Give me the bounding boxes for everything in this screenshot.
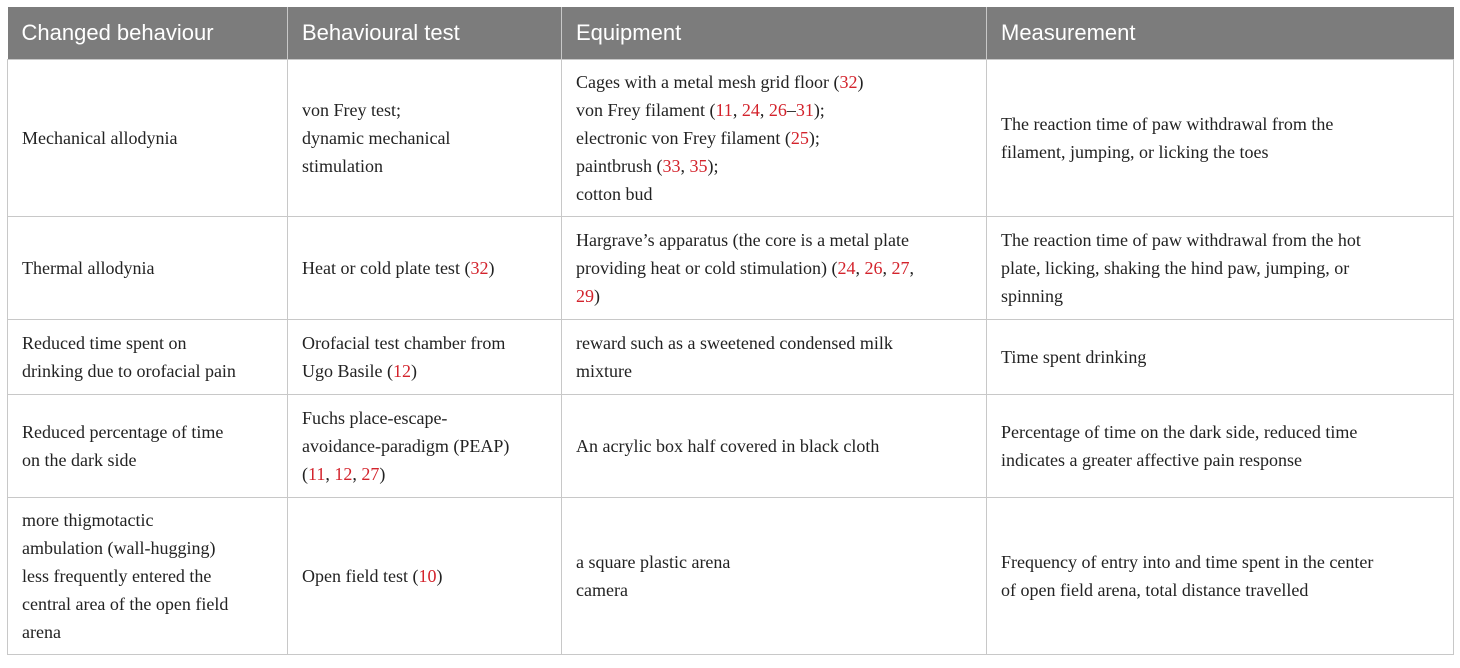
reference-link[interactable]: 32 [839,72,858,92]
cell-text: ) [488,258,495,278]
cell-text: An acrylic box half covered in black cloth [576,436,880,456]
cell-line [576,124,972,152]
cell-line: on the dark side [22,450,137,470]
cell-text: ) [379,464,386,484]
table-row [8,320,1454,395]
cell-line [302,152,547,180]
reference-link[interactable]: 26 [864,258,883,278]
cell-line: Frequency of entry into and time spent in the center [1001,552,1374,572]
cell-line [302,329,547,357]
cell-text: Fuchs place-escape- [302,408,448,428]
cell-line: ambulation (wall-hugging) [22,538,216,558]
cell-line: arena [22,622,61,642]
cell-text: ) [857,72,864,92]
cell-line [576,254,972,282]
cell-text: Heat or cold plate test ( [302,258,471,278]
cell-text: Open field test ( [302,566,419,586]
header-equipment: Equipment [562,7,987,60]
table-row [8,60,1454,217]
cell-text: mixture [576,361,632,381]
cell-line [576,548,972,576]
cell-line [576,357,972,385]
reference-link[interactable]: 26 [768,100,787,120]
cell-text: von Frey test; [302,100,401,120]
cell-text: , [732,100,742,120]
reference-link[interactable]: 25 [790,128,809,148]
reference-link[interactable]: 27 [891,258,910,278]
cell-measurement [987,60,1454,217]
cell-line [302,432,547,460]
reference-link[interactable]: 12 [334,464,353,484]
cell-text: – [786,100,796,120]
cell-line: indicates a greater affective pain response [1001,450,1303,470]
cell-line: The reaction time of paw withdrawal from the hot [1001,230,1361,250]
cell-line: central area of the open field [22,594,229,614]
cell-line: drinking due to orofacial pain [22,361,236,381]
cell-line [576,180,972,208]
cell-behavioural-test [288,60,562,217]
cell-text: ) [594,286,600,306]
cell-text: stimulation [302,156,383,176]
cell-text: Hargrave’s apparatus (the core is a metal plate [576,230,910,250]
cell-line [302,562,547,590]
cell-text: providing heat or cold stimulation) ( [576,258,838,278]
reference-link[interactable]: 11 [715,100,733,120]
cell-line: spinning [1001,286,1064,306]
cell-line [576,329,972,357]
cell-line [576,152,972,180]
header-measurement: Measurement [987,7,1454,60]
cell-line: Mechanical allodynia [22,128,178,148]
cell-measurement [987,217,1454,320]
cell-line: Thermal allodynia [22,258,155,278]
cell-text: ) [410,361,417,381]
cell-text: Ugo Basile ( [302,361,393,381]
cell-line: of open field arena, total distance travelled [1001,580,1309,600]
behaviour-table [7,7,1454,655]
cell-line [302,124,547,152]
cell-line [576,576,972,604]
cell-text: ); [808,128,820,148]
reference-link[interactable]: 32 [470,258,489,278]
cell-text: von Frey filament ( [576,100,716,120]
cell-line [576,282,972,310]
cell-behavioural-test [288,320,562,395]
cell-text: electronic von Frey filament ( [576,128,791,148]
cell-line: Time spent drinking [1001,347,1147,367]
cell-text: , [352,464,362,484]
reference-link[interactable]: 29 [576,286,594,306]
cell-measurement [987,498,1454,655]
cell-text: , [759,100,769,120]
table-row [8,217,1454,320]
cell-text: Cages with a metal mesh grid floor ( [576,72,840,92]
cell-behavioural-test [288,498,562,655]
cell-equipment [562,217,987,320]
cell-changed-behaviour [8,320,288,395]
cell-line: The reaction time of paw withdrawal from the [1001,114,1334,134]
cell-text: cotton bud [576,184,653,204]
cell-measurement [987,395,1454,498]
cell-changed-behaviour [8,498,288,655]
cell-text: dynamic mechanical [302,128,451,148]
reference-link[interactable]: 24 [837,258,856,278]
cell-line: more thigmotactic [22,510,154,530]
cell-behavioural-test [288,395,562,498]
cell-text: ); [813,100,825,120]
cell-line [302,460,547,488]
cell-text: , [680,156,690,176]
cell-text: camera [576,580,628,600]
cell-text: , [325,464,335,484]
cell-text: , [855,258,865,278]
cell-line: filament, jumping, or licking the toes [1001,142,1269,162]
cell-line: Reduced percentage of time [22,422,224,442]
cell-line [302,254,547,282]
reference-link[interactable]: 12 [392,361,411,381]
reference-link[interactable]: 35 [689,156,708,176]
reference-link[interactable]: 27 [361,464,380,484]
header-behavioural-test: Behavioural test [288,7,562,60]
reference-link[interactable]: 11 [308,464,326,484]
cell-changed-behaviour [8,217,288,320]
cell-behavioural-test [288,217,562,320]
reference-link[interactable]: 33 [662,156,681,176]
cell-text: ( [302,464,308,484]
cell-equipment [562,498,987,655]
cell-line [576,226,972,254]
header-row [8,7,1454,60]
cell-text: reward such as a sweetened condensed milk [576,333,893,353]
cell-line: Percentage of time on the dark side, reduced time [1001,422,1358,442]
cell-line [576,432,972,460]
cell-text: avoidance-paradigm (PEAP) [302,436,510,456]
table-row [8,498,1454,655]
cell-line [576,68,972,96]
cell-changed-behaviour [8,395,288,498]
cell-line: plate, licking, shaking the hind paw, jumping, or [1001,258,1350,278]
reference-link[interactable]: 24 [741,100,760,120]
cell-measurement [987,320,1454,395]
cell-text: , [909,258,914,278]
table-row [8,395,1454,498]
cell-text: , [882,258,892,278]
cell-text: ) [436,566,443,586]
cell-line: less frequently entered the [22,566,212,586]
cell-equipment [562,395,987,498]
cell-line [302,357,547,385]
cell-line [302,404,547,432]
cell-line [302,96,547,124]
cell-text: a square plastic arena [576,552,731,572]
reference-link[interactable]: 31 [795,100,814,120]
cell-text: Orofacial test chamber from [302,333,506,353]
header-changed-behaviour: Changed behaviour [8,7,288,60]
cell-changed-behaviour [8,60,288,217]
cell-line [576,96,972,124]
cell-equipment [562,320,987,395]
cell-equipment [562,60,987,217]
cell-line: Reduced time spent on [22,333,187,353]
cell-text: paintbrush ( [576,156,663,176]
reference-link[interactable]: 10 [418,566,437,586]
cell-text: ); [707,156,719,176]
